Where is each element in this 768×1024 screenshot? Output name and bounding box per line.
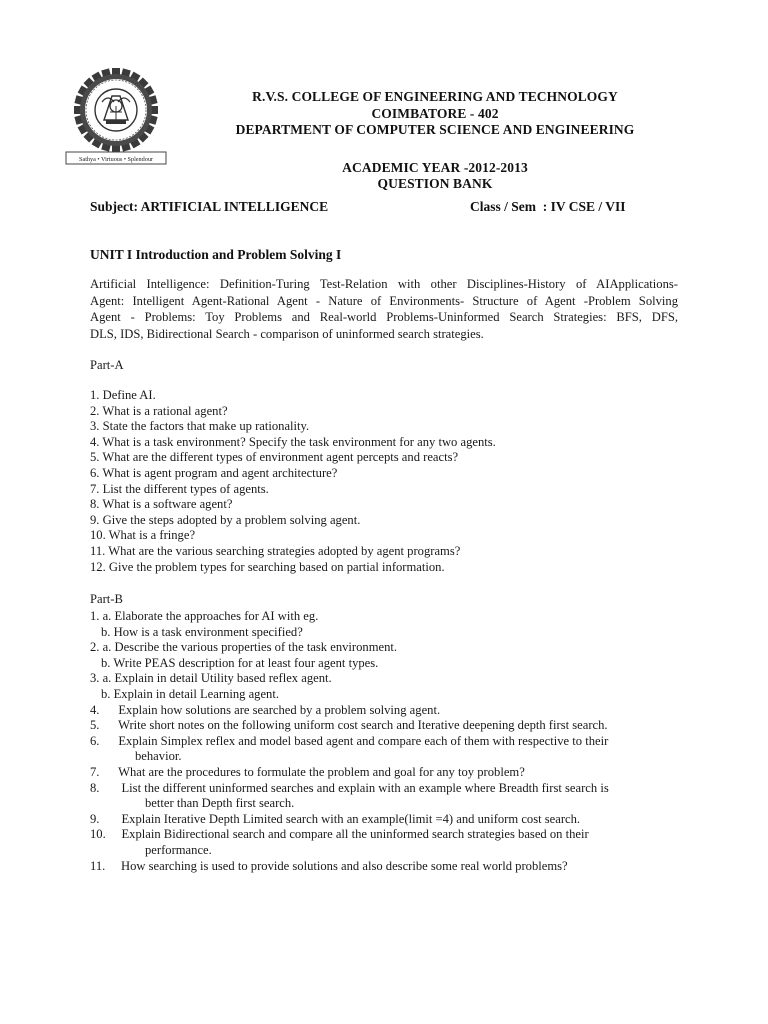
question-item: 4. What is a task environment? Specify the task environment for any two agents. bbox=[90, 434, 496, 449]
question-item: 10. What is a fringe? bbox=[90, 528, 196, 543]
question-subitem: b. How is a task environment specified? bbox=[101, 624, 303, 639]
part-a-question-list bbox=[90, 388, 690, 575]
question-continuation: better than Depth first search. bbox=[145, 796, 295, 811]
question-item: 2. What is a rational agent? bbox=[90, 403, 228, 418]
question-item: 9. Give the steps adopted by a problem solving agent. bbox=[90, 512, 361, 527]
question-subitem: b. Explain in detail Learning agent. bbox=[101, 686, 280, 701]
question-item: 6. What is agent program and agent architecture? bbox=[90, 465, 338, 480]
question-item: 11. How searching is used to provide solutions and also describe some real world problems? bbox=[90, 858, 568, 873]
subject-row bbox=[90, 199, 650, 217]
question-item: 2. a. Describe the various properties of the task environment. bbox=[90, 640, 398, 655]
question-item: 7. What are the procedures to formulate the problem and goal for any toy problem? bbox=[90, 764, 525, 779]
question-item: 8. List the different uninformed searches and explain with an example where Breadth first search is bbox=[90, 780, 609, 795]
subject-label: Subject: ARTIFICIAL INTELLIGENCE bbox=[90, 199, 329, 214]
syllabus-line: Agent: Intelligent Agent-Rational Agent - Nature of Environments- Structure of Agent -Problem Solving bbox=[90, 293, 678, 308]
college-name: R.V.S. COLLEGE OF ENGINEERING AND TECHNOLOGY bbox=[252, 89, 618, 104]
class-sem-label: Class / Sem : IV CSE / VII bbox=[470, 199, 626, 214]
department-name: DEPARTMENT OF COMPUTER SCIENCE AND ENGINEERING bbox=[235, 122, 635, 137]
syllabus-line: DLS, IDS, Bidirectional Search - comparison of uninformed search strategies. bbox=[90, 326, 484, 341]
question-item: 9. Explain Iterative Depth Limited search with an example(limit =4) and uniform cost search. bbox=[90, 811, 581, 826]
syllabus-line: Artificial Intelligence: Definition-Turing Test-Relation with other Disciplines-History of AIApplications- bbox=[90, 277, 678, 291]
question-item: 6. Explain Simplex reflex and model based agent and compare each of them with respective to their bbox=[90, 733, 609, 748]
question-continuation: behavior. bbox=[135, 749, 182, 764]
question-item: 12. Give the problem types for searching based on partial information. bbox=[90, 559, 445, 574]
question-item: 1. Define AI. bbox=[90, 388, 156, 402]
academic-year: ACADEMIC YEAR -2012-2013 bbox=[342, 159, 528, 175]
question-item: 7. List the different types of agents. bbox=[90, 481, 269, 496]
question-item: 5. Write short notes on the following uniform cost search and Iterative deepening depth first search. bbox=[90, 718, 608, 733]
unit-title: UNIT I Introduction and Problem Solving I bbox=[90, 247, 342, 262]
svg-text:Sathya • Virtuous • Splendour: Sathya • Virtuous • Splendour bbox=[79, 156, 153, 163]
unit-syllabus-paragraph bbox=[90, 276, 678, 342]
question-item: 3. a. Explain in detail Utility based reflex agent. bbox=[90, 671, 332, 686]
part-a-heading: Part-A bbox=[90, 358, 124, 372]
document-type: QUESTION BANK bbox=[377, 176, 493, 191]
part-b-heading: Part-B bbox=[90, 592, 123, 606]
question-item: 10. Explain Bidirectional search and compare all the uninformed search strategies based on their bbox=[90, 827, 589, 842]
question-item: 4. Explain how solutions are searched by a problem solving agent. bbox=[90, 702, 441, 717]
question-item: 5. What are the different types of environment agent percepts and reacts? bbox=[90, 450, 459, 465]
question-item: 1. a. Elaborate the approaches for AI with eg. bbox=[90, 609, 319, 623]
question-item: 8. What is a software agent? bbox=[90, 497, 233, 512]
question-subitem: b. Write PEAS description for at least four agent types. bbox=[101, 655, 379, 670]
syllabus-line: Agent - Problems: Toy Problems and Real-world Problems-Uninformed Search Strategies: BFS, DFS, bbox=[90, 310, 678, 324]
question-item: 11. What are the various searching strategies adopted by agent programs? bbox=[90, 543, 461, 558]
college-city: COIMBATORE - 402 bbox=[371, 105, 499, 121]
question-continuation: performance. bbox=[145, 842, 212, 857]
college-logo bbox=[64, 68, 168, 166]
document-header bbox=[190, 89, 680, 193]
question-item: 3. State the factors that make up rationality. bbox=[90, 419, 310, 434]
part-b-question-list bbox=[90, 609, 690, 874]
